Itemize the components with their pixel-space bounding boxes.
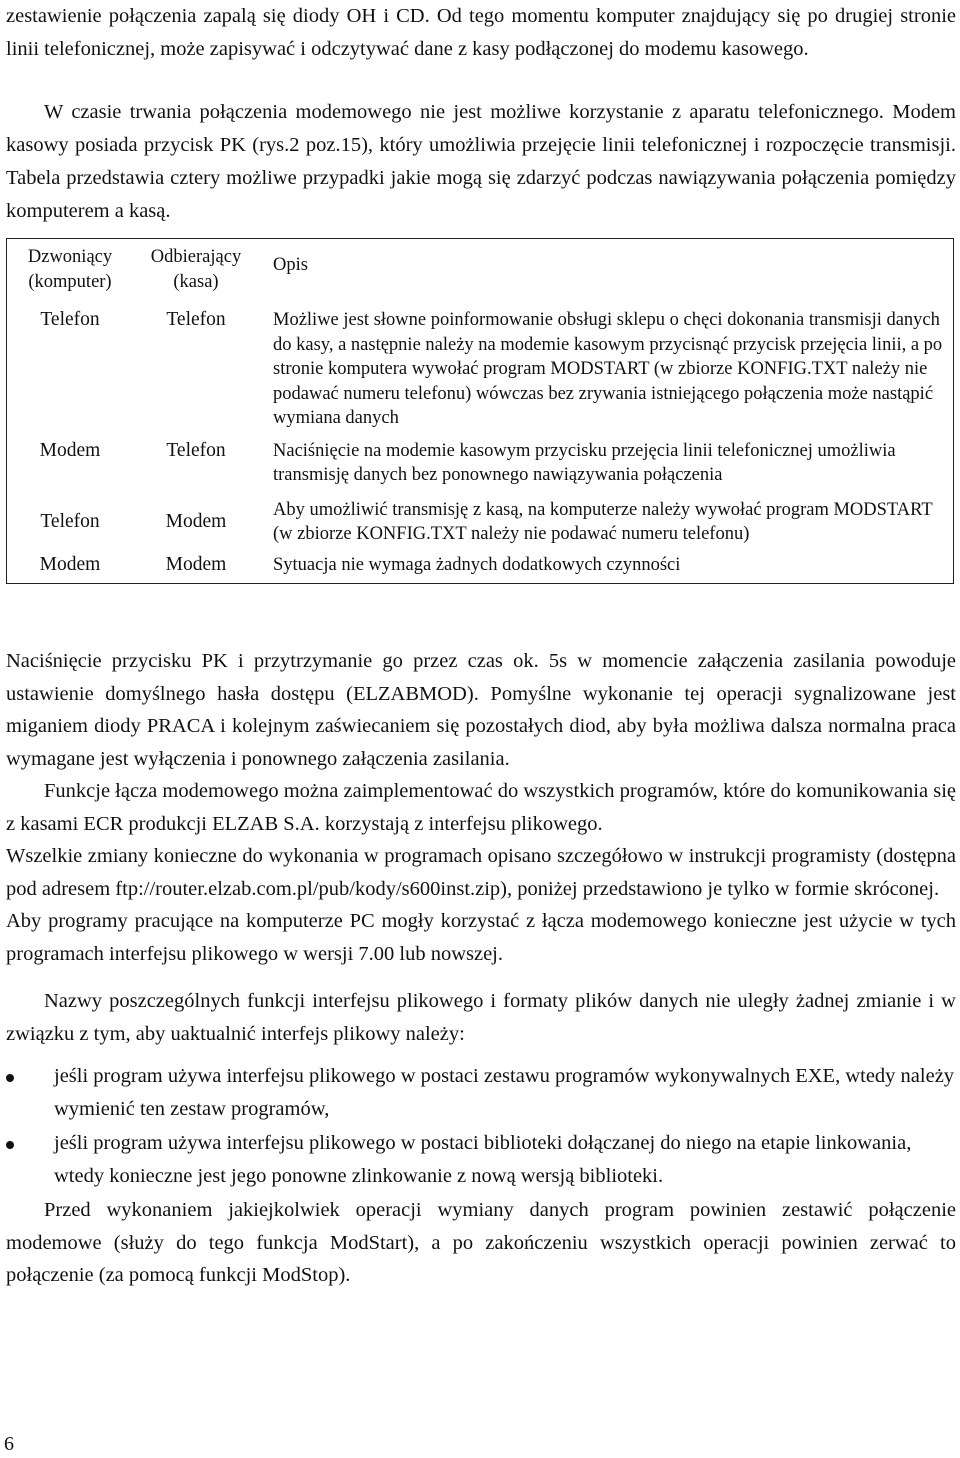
cell-caller: Telefon: [40, 510, 100, 532]
paragraph-reset-password: Naciśnięcie przycisku PK i przytrzymanie go przez czas ok. 5s w momencie załączenia zasilania powoduje ustawienie domyślnego hasła dostępu (ELZABMOD). Pomyślne wykonanie tej operacji sygnalizowane jest miganiem diody PRACA i kolejnym zaświecaniem się pozostałych diod, aby była możliwa dalsza normalna praca wymagane jest wyłączenia i ponownego załączenia zasilania.: [6, 650, 956, 770]
paragraph-function-names: Nazwy poszczególnych funkcji interfejsu plikowego i formaty plików danych nie uległy żadnej zmianie i w związku z tym, aby uaktualnić interfejs plikowy należy:: [6, 990, 956, 1045]
table-row: [7, 308, 954, 439]
cell-description: Możliwe jest słowne poinformowanie obsługi sklepu o chęci dokonania transmisji danych do kasy, a następnie należy na modemie kasowym przycisnąć przycisk przejęcia linii, a po stronie komputera wywołać program MODSTART (w zbiorze KONFIG.TXT należy nie podawać numeru telefonu) wówczas bez zrywania istniejącego połączenia może nastąpić wymiana danych: [273, 310, 943, 428]
paragraph-before-exchange: Przed wykonaniem jakiejkolwiek operacji wymiany danych program powinien zestawić połączenie modemowe (służy do tego funkcja ModStart), a po zakończeniu wszystkich operacji powinien zerwać to połączenie (za pomocą funkcji ModStop).: [6, 1199, 956, 1286]
cell-receiver: Modem: [165, 510, 227, 532]
header-description: Opis: [273, 255, 308, 275]
cell-description: Naciśnięcie na modemie kasowym przycisku przejęcia linii telefonicznej umożliwia transmisję danych bez ponownego nawiązywania połączenia: [273, 440, 896, 485]
list-item-text: jeśli program używa interfejsu plikowego w postaci zestawu programów wykonywalnych EXE, wtedy należy wymienić ten zestaw programów,: [54, 1065, 955, 1120]
cell-receiver: Telefon: [166, 309, 226, 330]
cell-caller: Telefon: [40, 309, 100, 330]
intro-paragraph-continued: zestawienie połączenia zapalą się diody OH i CD. Od tego momentu komputer znajdujący się po drugiej stronie linii telefonicznej, może zapisywać i odczytywać dane z kasy podłączonej do modemu kasowego.: [6, 5, 956, 60]
table-row: [7, 439, 954, 498]
body-text: [6, 645, 956, 1292]
intro-paragraph-modem-usage: W czasie trwania połączenia modemowego nie jest możliwe korzystanie z aparatu telefonicznego. Modem kasowy posiada przycisk PK (rys.2 poz.15), który umożliwia przejęcie linii telefonicznej i rozpoczęcie transmisji. Tabela przedstawia cztery możliwe przypadki jakie mogą się zdarzyć podczas nawiązywania połączenia pomiędzy komputerem a kasą.: [6, 101, 956, 222]
paragraph-program-changes: Wszelkie zmiany konieczne do wykonania w programach opisano szczegółowo w instrukcji programisty (dostępna pod adresem ftp://router.elzab.com.pl/pub/kody/s600inst.zip), poniżej przedstawiono je tylko w formie skróconej.: [6, 845, 956, 900]
cell-caller: Modem: [39, 553, 101, 575]
table-header-row: [7, 239, 954, 309]
cell-description: Sytuacja nie wymaga żadnych dodatkowych czynności: [273, 554, 681, 575]
table-row: [7, 498, 954, 553]
paragraph-modem-functions: Funkcje łącza modemowego można zaimplementować do wszystkich programów, które do komunikowania się z kasami ECR produkcji ELZAB S.A. korzystają z interfejsu plikowego.: [6, 780, 956, 835]
cell-description: Aby umożliwić transmisję z kasą, na komputerze należy wywołać program MODSTART (w zbiorze KONFIG.TXT należy nie podawać numeru telefonu): [273, 499, 933, 544]
paragraph-interface-version: Aby programy pracujące na komputerze PC mogły korzystać z łącza modemowego konieczne jest użycie w tych programach interfejsu plikowego w wersji 7.00 lub nowszej.: [6, 910, 956, 965]
update-steps-list: [6, 1060, 956, 1192]
cell-receiver: Modem: [165, 553, 227, 575]
header-receiver: Odbierający (kasa): [150, 247, 242, 292]
bullet-icon: [6, 1141, 14, 1149]
list-item-text: jeśli program używa interfejsu plikowego w postaci biblioteki dołączanej do niego na etapie linkowania, wtedy konieczne jest jego ponowne zlinkowanie z nową wersją biblioteki.: [54, 1132, 912, 1187]
page-number: 6: [4, 1433, 14, 1455]
cell-receiver: Telefon: [166, 439, 226, 461]
list-item: [6, 1060, 956, 1125]
connection-cases-table: [6, 238, 954, 584]
header-caller: Dzwoniący (komputer): [27, 247, 113, 292]
cell-caller: Modem: [39, 439, 101, 461]
table-row: [7, 553, 954, 584]
list-item: [6, 1127, 956, 1192]
bullet-icon: [6, 1074, 14, 1082]
